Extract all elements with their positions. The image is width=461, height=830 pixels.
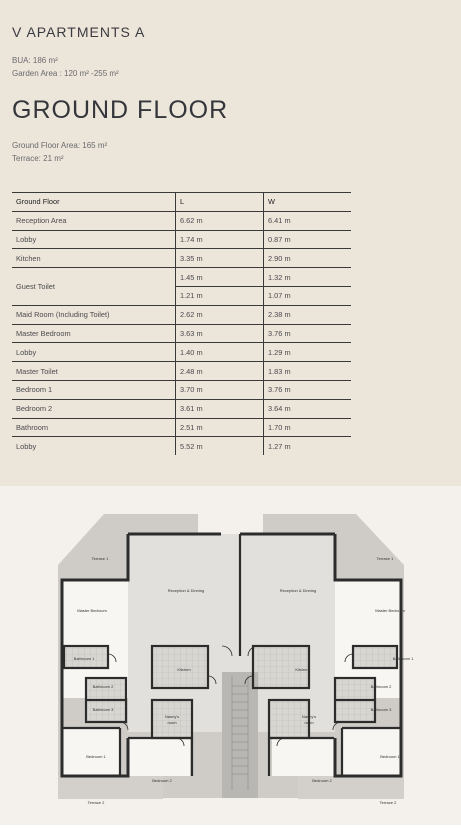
central-stair — [222, 672, 258, 798]
plan-label-bedroom1-right: Bedroom 1 — [380, 754, 400, 759]
length-cell: 2.48 m — [176, 362, 264, 381]
length-cell: 5.52 m — [176, 437, 264, 455]
plan-label-bathroom2-right: Bathroom 2 — [370, 684, 392, 689]
table-row — [12, 380, 351, 399]
width-cell: 1.29 m — [264, 343, 352, 362]
column-header-length: L — [176, 193, 264, 212]
length-cell: 1.45 m — [176, 268, 264, 287]
plan-label-bedroom2-right: Bedroom 2 — [312, 778, 332, 783]
room-name-cell: Guest Toilet — [12, 268, 176, 306]
table-row — [12, 437, 351, 455]
plan-label-bathroom3-right: Bathroom 3 — [370, 707, 392, 712]
bedroom1-right-room — [342, 728, 400, 776]
width-cell: 2.90 m — [264, 249, 352, 268]
bedroom2-right-room — [272, 738, 334, 776]
room-name-cell: Kitchen — [12, 249, 176, 268]
length-cell: 1.21 m — [176, 286, 264, 305]
floor-area-text: Ground Floor Area: 165 m² — [12, 141, 108, 150]
plan-label-nanny1-right: Nanny's — [301, 714, 317, 719]
room-name-cell: Bathroom — [12, 418, 176, 437]
length-cell: 3.61 m — [176, 399, 264, 418]
bua-text: BUA: 186 m² — [12, 56, 58, 65]
table-row — [12, 399, 351, 418]
room-name-cell: Bedroom 1 — [12, 380, 176, 399]
terrace2-left — [58, 776, 163, 799]
length-cell: 6.62 m — [176, 211, 264, 230]
table-header-row — [12, 193, 351, 212]
plan-label-bedroom1-left: Bedroom 1 — [86, 754, 106, 759]
width-cell: 1.83 m — [264, 362, 352, 381]
plan-label-bathroom2-left: Bathroom 2 — [92, 684, 114, 689]
room-name-cell: Lobby — [16, 441, 37, 451]
length-cell: 1.74 m — [176, 230, 264, 249]
width-cell: 1.27 m — [264, 437, 352, 455]
room-name-cell: Master Bedroom — [12, 324, 176, 343]
plan-label-bathroom1-left: Bathroom 1 — [73, 656, 95, 661]
plan-label-kitchen-left: Kitchen — [177, 667, 191, 672]
length-cell: 1.40 m — [176, 343, 264, 362]
length-cell: 3.70 m — [176, 380, 264, 399]
table-row — [12, 211, 351, 230]
width-cell: 3.76 m — [264, 324, 352, 343]
plan-label-nanny2-left: room — [167, 720, 177, 725]
plan-label-terrace2-right: Terrace 2 — [379, 800, 397, 805]
plan-label-bathroom1-right: Bathroom 1 — [392, 656, 414, 661]
room-dimensions-table — [12, 192, 351, 455]
table-row — [12, 249, 351, 268]
garden-area-text: Garden Area : 120 m² -255 m² — [12, 69, 119, 78]
length-cell: 2.62 m — [176, 305, 264, 324]
bathroom1-right-tiles — [353, 646, 397, 668]
table-row — [12, 230, 351, 249]
floor-plan-panel — [0, 486, 461, 825]
room-name-cell: Maid Room (Including Toilet) — [12, 305, 176, 324]
room-name-cell: Reception Area — [12, 211, 176, 230]
bedroom2-left-room — [128, 738, 190, 776]
floor-title: GROUND FLOOR — [12, 96, 229, 124]
room-name-cell: Bedroom 2 — [12, 399, 176, 418]
bedroom1-left-room — [62, 728, 120, 776]
length-cell: 2.51 m — [176, 418, 264, 437]
column-header-room: Ground Floor — [12, 193, 176, 212]
room-name-cell: Master Toilet — [12, 362, 176, 381]
nanny-left-tiles — [152, 700, 192, 738]
table-row — [12, 418, 351, 437]
room-name-cell: Lobby — [12, 230, 176, 249]
terrace-area-text: Terrace: 21 m² — [12, 154, 64, 163]
plan-label-nanny1-left: Nanny's — [164, 714, 180, 719]
length-cell: 3.35 m — [176, 249, 264, 268]
plan-label-nanny2-right: room — [304, 720, 314, 725]
width-cell: 1.70 m — [264, 418, 352, 437]
table-row — [12, 268, 351, 287]
plan-label-terrace2-left: Terrace 2 — [87, 800, 105, 805]
width-cell: 3.76 m — [264, 380, 352, 399]
project-title: V APARTMENTS A — [12, 24, 146, 40]
length-cell: 3.63 m — [176, 324, 264, 343]
plan-label-kitchen-right: Kitchen — [295, 667, 309, 672]
floor-plan-drawing — [0, 486, 461, 825]
width-cell: 3.64 m — [264, 399, 352, 418]
plan-label-master-bedroom-left: Master Bedroom — [77, 608, 107, 613]
table-row — [12, 362, 351, 381]
plan-label-master-bedroom-right: Master Bedroom — [375, 608, 405, 613]
width-cell: 6.41 m — [264, 211, 352, 230]
table-row — [12, 324, 351, 343]
column-header-width: W — [264, 193, 352, 212]
plan-label-terrace1-left: Terrace 1 — [91, 556, 109, 561]
width-cell: 0.87 m — [264, 230, 352, 249]
plan-label-reception-left: Reception & Dinning — [167, 588, 205, 593]
width-cell: 1.32 m — [264, 268, 352, 287]
table-row — [12, 305, 351, 324]
width-cell: 1.07 m — [264, 286, 352, 305]
table-row — [12, 343, 351, 362]
width-cell: 2.38 m — [264, 305, 352, 324]
nanny-right-tiles — [269, 700, 309, 738]
room-name-cell: Lobby — [12, 343, 176, 362]
plan-label-bathroom3-left: Bathroom 3 — [92, 707, 114, 712]
plan-label-reception-right: Reception & Dinning — [279, 588, 317, 593]
plan-label-terrace1-right: Terrace 1 — [376, 556, 394, 561]
plan-label-bedroom2-left: Bedroom 2 — [152, 778, 172, 783]
